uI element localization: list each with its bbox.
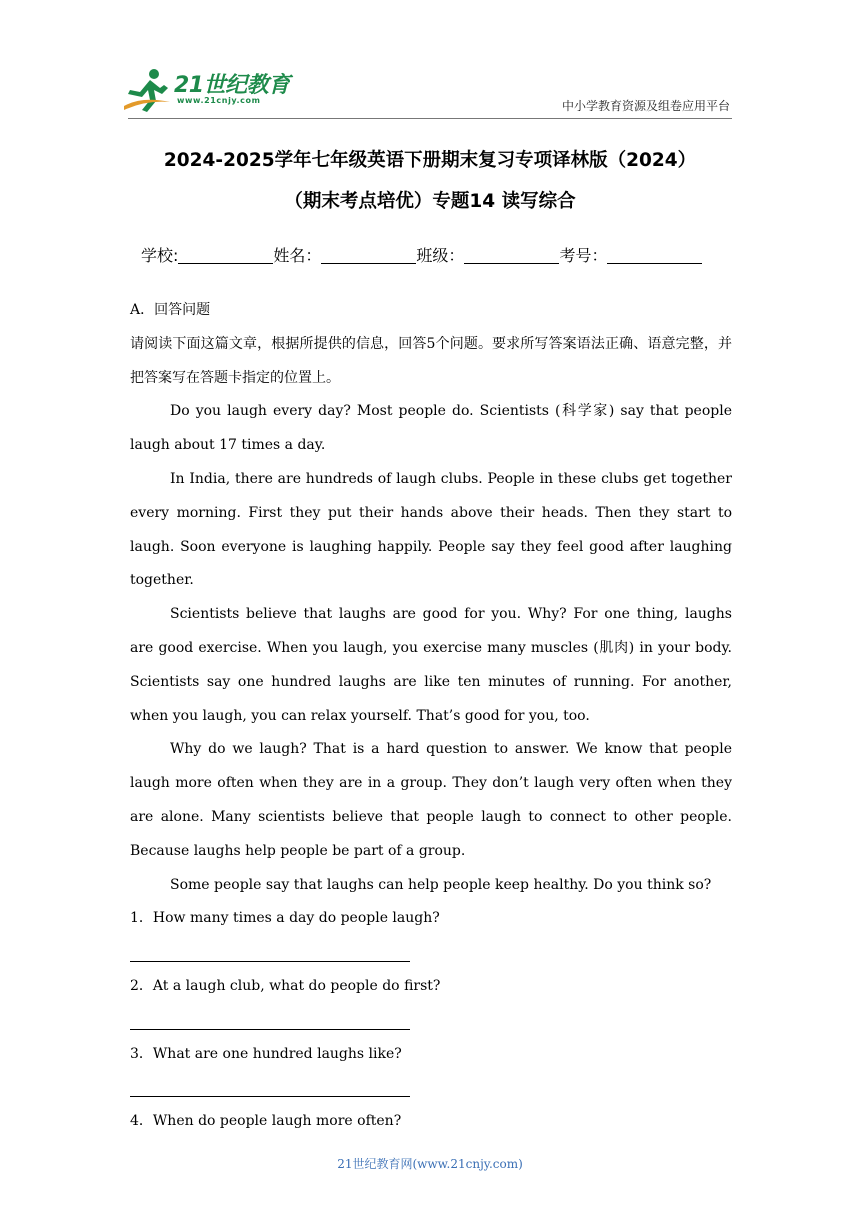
school-blank[interactable] [178, 245, 273, 264]
number-label: 考号： [559, 246, 608, 265]
question-1: 1．How many times a day do people laugh? [130, 910, 440, 927]
platform-label: 中小学教育资源及组卷应用平台 [561, 99, 730, 113]
class-blank[interactable] [464, 245, 559, 264]
number-blank[interactable] [607, 245, 702, 264]
passage-paragraph: Scientists believe that laughs are good for you. Why? For one thing, laughs are good exercise. When you laugh, you exercise many muscles (肌肉) in your body. Scientists say one hundred laughs are like ten minutes of running. For another, when you laugh, you can relax yourself. That’s good for you, too. [130, 606, 732, 724]
name-blank[interactable] [321, 245, 416, 264]
page-title: 2024-2025学年七年级英语下册期末复习专项译林版（2024） [163, 150, 697, 171]
class-label: 班级： [416, 246, 465, 265]
school-label: 学校: [141, 246, 179, 265]
logo [122, 66, 292, 114]
logo-url: www.21cnjy.com [177, 96, 261, 105]
answer-line-1[interactable] [130, 928, 410, 962]
question-4: 4．When do people laugh more often? [130, 1113, 402, 1130]
name-label: 姓名： [273, 246, 322, 265]
page-subtitle: （期末考点培优）专题14 读写综合 [284, 191, 576, 212]
passage-paragraph: In India, there are hundreds of laugh clubs. People in these clubs get together every morning. First they put their hands above their heads. Then they start to laugh. Soon everyone is laughing happily. People say they feel good after laughing together. [130, 470, 732, 589]
logo-text: 21世纪教育 [174, 73, 290, 98]
passage-paragraph: Do you laugh every day? Most people do. Scientists (科学家) say that people laugh about 17 times a day. [130, 403, 732, 454]
section-heading: A．回答问题 [130, 302, 211, 318]
answer-line-3[interactable] [130, 1063, 410, 1097]
passage-paragraph: Why do we laugh? That is a hard question to answer. We know that people laugh more often when they are in a group. They don’t laugh very often when they are alone. Many scientists believe that people laugh to connect to other people. Because laughs help people be part of a group. [130, 741, 732, 859]
student-info [141, 243, 702, 266]
header-divider [128, 118, 732, 119]
page-footer: 21世纪教育网(www.21cnjy.com) [337, 1157, 523, 1171]
page-header [0, 0, 860, 125]
instructions: 请阅读下面这篇文章，根据所提供的信息，回答5个问题。要求所写答案语法正确、语意完整，并把答案写在答题卡指定的位置上。 [130, 335, 732, 386]
runner-logo-icon [122, 66, 174, 114]
question-2: 2．At a laugh club, what do people do first? [130, 977, 441, 994]
answer-line-2[interactable] [130, 996, 410, 1030]
question-3: 3．What are one hundred laughs like? [130, 1045, 402, 1062]
section-a [130, 294, 732, 1139]
passage-paragraph: Some people say that laughs can help people keep healthy. Do you think so? [170, 876, 712, 893]
